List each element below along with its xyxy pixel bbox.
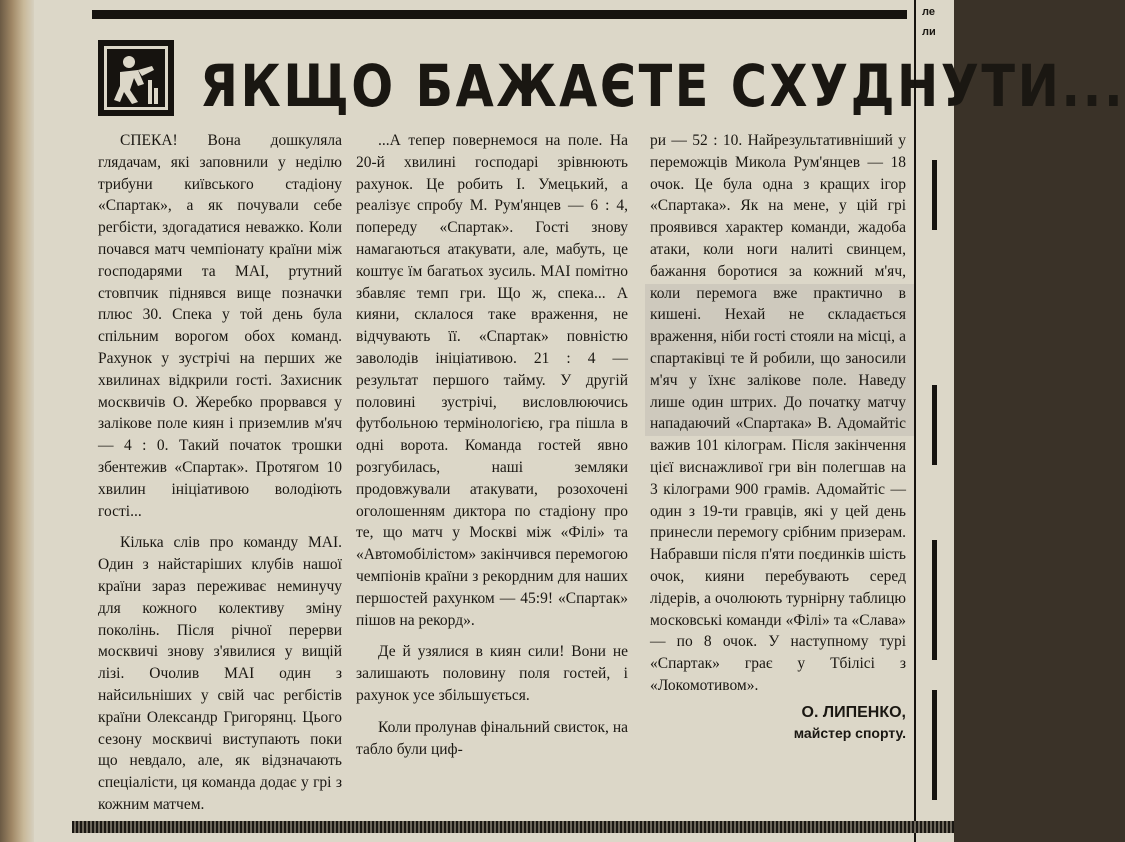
top-rule	[92, 10, 907, 19]
author-title: майстер спорту.	[793, 724, 906, 741]
paragraph: Коли пролунав фінальний свисток, на табло були циф-	[356, 718, 628, 758]
fragment-rule	[932, 690, 937, 800]
paragraph: СПЕКА! Вона дошкуляла глядачам, які заповнили у неділю трибуни київського стадіону «Спартак», а як почували себе регбісти, здогадатися неважко. Коли почався матч чемпіонату країни між господарями та МАІ, ртутний стовпчик піднявся вище позначки плюс 30. Спека у той день була спільним ворогом обох команд. Рахунок у зустрічі на перших же хвилинах відкрили гості. Захисник москвичів О. Жеребко прорвався у заліковe поле киян і приземлив м'яч — 4 : 0. Такий початок трошки збентежив «Спартак». Протягом 10 хвилин ініціативою володіють гості...	[98, 132, 342, 520]
paragraph: ри — 52 : 10. Найрезультативніший у переможців Микола Рум'янцев — 18 очок. Це була одна з кращих ігор «Спартака». Як на мене, у цій грі проявився характер команди, жадоба атаки, коли ноги налиті свинцем, бажання боротися за кожний м'яч, коли перемога вже практично в кишені. Нехай не складається враження, ніби гості стояли на місці, а спартаківці те й робили, що заносили м'яч у їхнє залікове поле. Наведу лише один штрих. До початку матчу нападаючий «Спартака» В. Адомайтіс важив 101 кілограм. Після закінчення цієї виснажливої гри він полегшав на 3 кілограми 900 грамів. Адомайтіс — один з 19-ти гравців, які у цей день принесли перемогу срібним призерам. Набравши після п'яти поєдинків шість очок, кияни перебувають серед лідерів, а очолюють турнірну таблицю московські команди «Філі» та «Слава» — по 8 очок. У наступному турі «Спартак» грає у Тбілісі з «Локомотивом».	[650, 132, 906, 694]
article-column-1	[98, 130, 342, 816]
paragraph: ...А тепер повернемося на поле. На 20-й хвилині господарі зрівнюють рахунок. Це робить І. Умецький, а реалізує спробу М. Рум'янцев — 6 : 4, попереду «Спартак». Гості знову намагаються атакувати, але, мабуть, це коштує їм багатьох зусиль. МАІ помітно збавляє темп гри. Що ж, спека... А кияни, склалося таке враження, не відчувають її. «Спартак» повністю заволодів ініціативою. 21 : 4 — результат першого тайму. У другій половині зустрічі, висловлюючись футбольною термінологією, гра пішла в одні ворота. Команда гостей явно розгубилась, наші земляки продовжували атакувати, розохочені оголошенням диктора по стадіону про те, що матч у Москві між «Філі» та «Автомобілістом» закінчився перемогою чемпіонів країни з рекордним для наших першостей рахунком — 45:9! «Спартак» пішов на рекорд».	[356, 132, 628, 629]
page-binding	[0, 0, 34, 842]
paragraph: Кілька слів про команду МАІ. Один з найстаріших клубів нашої країни зараз переживає неминучу для кожного колективу зміну поколінь. Після річної перерви москвичі знову з'явилися у вищій лізі. Очолив МАІ один з найсильніших у свій час регбістів країни Олександр Григорянц. Цього сезону москвичі виступають поки що невдало, але, як відзначають спеціалісти, ця команда додає у грі з кожним матчем.	[98, 534, 342, 813]
page-title: ЯКЩО БАЖАЄТЕ СХУДНУТИ...	[200, 52, 1125, 120]
author-name: О. ЛИПЕНКО,	[801, 703, 906, 721]
fragment-rule	[932, 385, 937, 465]
athlete-silhouette-icon	[98, 40, 174, 116]
bottom-rule	[72, 821, 954, 833]
fragment-rule	[932, 160, 937, 230]
paragraph: Де й узялися в киян сили! Вони не залишають половину поля гостей, і рахунок усе збільшується.	[356, 643, 628, 704]
signature	[650, 703, 906, 743]
article-column-2	[356, 130, 628, 760]
article-column-3	[650, 130, 906, 743]
fragment-text: ле ли	[922, 6, 936, 38]
adjacent-article-fragment	[914, 0, 956, 842]
fragment-rule	[932, 540, 937, 660]
